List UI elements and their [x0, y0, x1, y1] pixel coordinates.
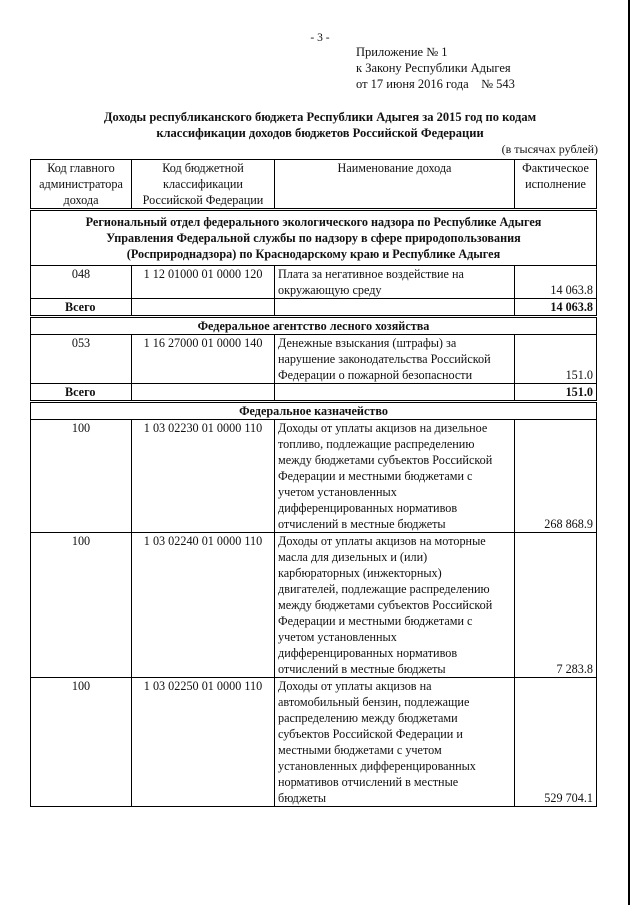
section-title: Региональный отдел федерального экологического надзора по Республике Адыгея Управления Федеральной службы по надзору в сфере природопользования (Росприроднадзора) по Краснодарскому краю и Республике Адыгея — [31, 210, 597, 266]
cell-admin-code: 100 — [31, 420, 132, 533]
appendix-note — [356, 44, 515, 92]
section-header-row — [31, 317, 597, 335]
cell-amount: 529 704.1 — [515, 678, 597, 807]
section-title: Федеральное казначейство — [31, 402, 597, 420]
cell-description: Плата за негативное воздействие на окружающую среду — [275, 266, 515, 299]
page-edge-line — [628, 0, 630, 905]
cell-admin-code: 100 — [31, 678, 132, 807]
section-title: Федеральное агентство лесного хозяйства — [31, 317, 597, 335]
cell-budget-code: 1 12 01000 01 0000 120 — [132, 266, 275, 299]
cell-budget-code: 1 03 02230 01 0000 110 — [132, 420, 275, 533]
title-line-2: классификации доходов бюджетов Российской Федерации — [156, 126, 484, 140]
header-income-name: Наименование дохода — [275, 160, 515, 210]
cell-amount: 268 868.9 — [515, 420, 597, 533]
cell-amount: 151.0 — [515, 335, 597, 384]
cell-amount: 14 063.8 — [515, 266, 597, 299]
table-row — [31, 533, 597, 678]
cell-budget-code: 1 03 02240 01 0000 110 — [132, 533, 275, 678]
cell-admin-code: 100 — [31, 533, 132, 678]
cell-description: Денежные взыскания (штрафы) за нарушение законодательства Российской Федерации о пожарной безопасности — [275, 335, 515, 384]
table-row — [31, 678, 597, 807]
empty-cell — [132, 384, 275, 402]
cell-budget-code: 1 03 02250 01 0000 110 — [132, 678, 275, 807]
units-note: (в тысячах рублей) — [501, 142, 598, 156]
cell-budget-code: 1 16 27000 01 0000 140 — [132, 335, 275, 384]
cell-description: Доходы от уплаты акцизов на автомобильный бензин, подлежащие распределению между бюджетами субъектов Российской Федерации и местными бюджетами с учетом установленных дифференцированных нормативов отчислений в местные бюджеты — [275, 678, 515, 807]
total-row — [31, 299, 597, 317]
cell-admin-code: 053 — [31, 335, 132, 384]
total-label: Всего — [31, 299, 132, 317]
table-row — [31, 335, 597, 384]
header-budget-code: Код бюджетной классификации Российской Федерации — [132, 160, 275, 210]
total-row — [31, 384, 597, 402]
title-line-1: Доходы республиканского бюджета Республики Адыгея за 2015 год по кодам — [103, 110, 537, 124]
appendix-line-1: Приложение № 1 — [356, 45, 448, 59]
total-label: Всего — [31, 384, 132, 402]
table-row — [31, 420, 597, 533]
document-title — [60, 109, 580, 141]
total-amount: 151.0 — [515, 384, 597, 402]
empty-cell — [132, 299, 275, 317]
table-header-row — [31, 160, 597, 210]
cell-description: Доходы от уплаты акцизов на моторные масла для дизельных и (или) карбюраторных (инжекторных) двигателей, подлежащие распределению между бюджетами субъектов Российской Федерации и местными бюджетами с учетом установленных дифференцированных нормативов отчислений в местные бюджеты — [275, 533, 515, 678]
section-header-row — [31, 402, 597, 420]
empty-cell — [275, 299, 515, 317]
header-actual: Фактическое исполнение — [515, 160, 597, 210]
cell-amount: 7 283.8 — [515, 533, 597, 678]
section-header-row — [31, 210, 597, 266]
empty-cell — [275, 384, 515, 402]
appendix-line-3: от 17 июня 2016 года № 543 — [356, 77, 515, 91]
total-amount: 14 063.8 — [515, 299, 597, 317]
table-row — [31, 266, 597, 299]
header-admin-code: Код главного администратора дохода — [31, 160, 132, 210]
cell-description: Доходы от уплаты акцизов на дизельное топливо, подлежащие распределению между бюджетами субъектов Российской Федерации и местными бюджетами с учетом установленных дифференцированных нормативов отчислений в местные бюджеты — [275, 420, 515, 533]
page-number: - 3 - — [310, 32, 330, 44]
appendix-line-2: к Закону Республики Адыгея — [356, 61, 511, 75]
cell-admin-code: 048 — [31, 266, 132, 299]
revenue-table — [30, 159, 597, 807]
